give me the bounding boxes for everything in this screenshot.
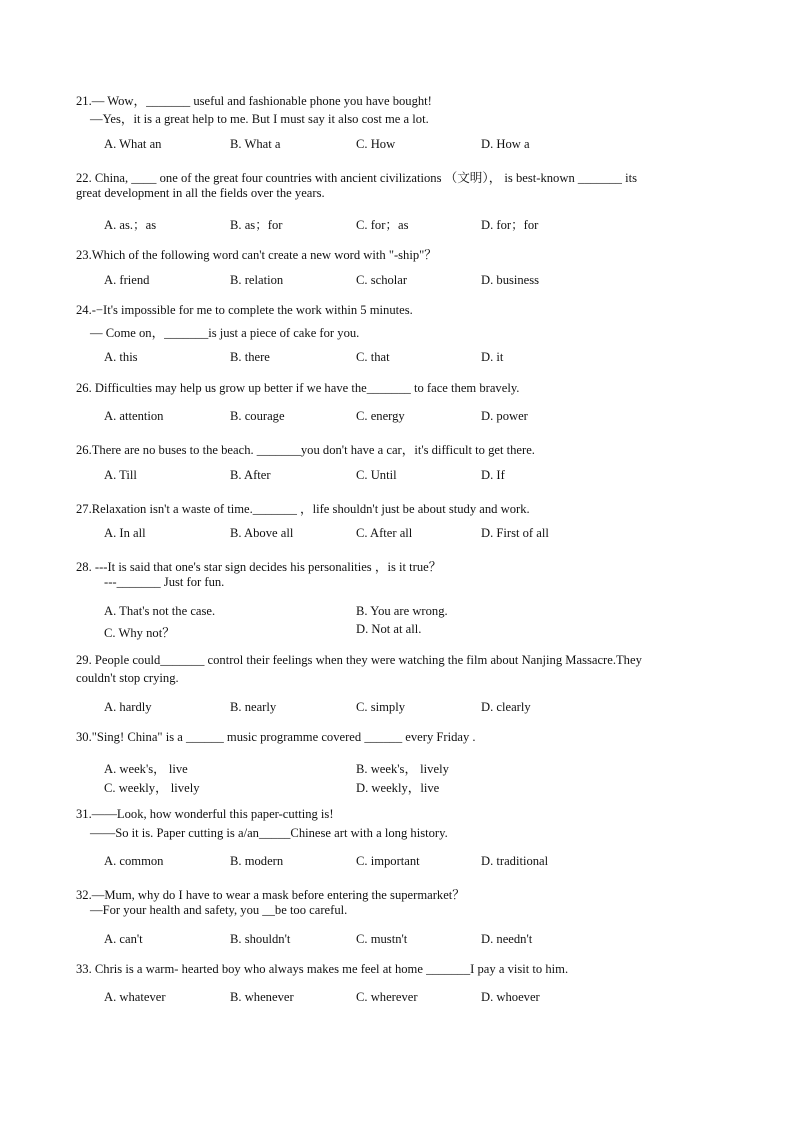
option-a: A. hardly [104, 700, 152, 714]
option-c: C. energy [356, 409, 405, 423]
option-c: C. that [356, 350, 390, 364]
option-d: D. it [481, 350, 504, 364]
question-stem: — Come on，_______is just a piece of cake for you. [90, 326, 360, 340]
option-b: B. After [230, 468, 271, 482]
question-stem: 29. People could_______ control their feelings when they were watching the film about Nanjing Massacre.They [76, 653, 642, 667]
option-a: A. can't [104, 932, 143, 946]
option-d: D. for；for [481, 218, 539, 232]
option-c: C. weekly， lively [104, 781, 200, 795]
question-stem: great development in all the fields over the years. [76, 186, 325, 200]
option-b: B. as；for [230, 218, 283, 232]
option-a: A. That's not the case. [104, 604, 216, 618]
option-b: B. You are wrong. [356, 604, 448, 618]
option-c: C. scholar [356, 273, 408, 287]
option-c: C. After all [356, 526, 413, 540]
question-stem: 22. China, ____ one of the great four countries with ancient civilizations （文明）， is best-known _______ its [76, 171, 638, 185]
question-stem: —Yes，it is a great help to me. But I must say it also cost me a lot. [90, 112, 429, 126]
question-stem: —For your health and safety, you __be too careful. [90, 903, 348, 917]
question-stem: 24.-−It's impossible for me to complete the work within 5 minutes. [76, 303, 413, 317]
option-a: A. In all [104, 526, 146, 540]
option-c: C. for；as [356, 218, 409, 232]
option-b: B. nearly [230, 700, 277, 714]
question-stem: 23.Which of the following word can't create a new word with "-ship"？ [76, 248, 437, 262]
question-stem: 33. Chris is a warm- hearted boy who always makes me feel at home _______I pay a visit to him. [76, 962, 569, 976]
option-d: D. First of all [481, 526, 549, 540]
option-c: C. simply [356, 700, 405, 714]
option-a: A. common [104, 854, 164, 868]
option-b: B. Above all [230, 526, 294, 540]
option-a: A. as.；as [104, 218, 157, 232]
question-stem: ---_______ Just for fun. [104, 575, 225, 589]
question-stem: 21.— Wow，_______ useful and fashionable phone you have bought! [76, 94, 432, 108]
option-c: C. Why not？ [104, 626, 175, 640]
option-b: B. shouldn't [230, 932, 291, 946]
option-c: C. mustn't [356, 932, 408, 946]
option-d: D. How a [481, 137, 530, 151]
option-b: B. relation [230, 273, 284, 287]
question-stem: 26. Difficulties may help us grow up better if we have the_______ to face them bravely. [76, 381, 520, 395]
option-a: A. What an [104, 137, 162, 151]
option-b: B. What a [230, 137, 281, 151]
question-stem: 31.——Look, how wonderful this paper-cutting is! [76, 807, 334, 821]
option-b: B. whenever [230, 990, 294, 1004]
option-d: D. Not at all. [356, 622, 422, 636]
option-a: A. week's， live [104, 762, 188, 776]
option-b: B. week's， lively [356, 762, 449, 776]
option-d: D. needn't [481, 932, 533, 946]
option-d: D. whoever [481, 990, 540, 1004]
option-d: D. If [481, 468, 505, 482]
question-stem: couldn't stop crying. [76, 671, 179, 685]
option-d: D. business [481, 273, 540, 287]
option-d: D. power [481, 409, 528, 423]
question-stem: 30."Sing! China" is a ______ music programme covered ______ every Friday . [76, 730, 476, 744]
option-c: C. How [356, 137, 396, 151]
option-d: D. weekly，live [356, 781, 440, 795]
option-c: C. wherever [356, 990, 418, 1004]
option-d: D. traditional [481, 854, 549, 868]
question-stem: 26.There are no buses to the beach. _______you don't have a car，it's difficult to get there. [76, 443, 535, 457]
question-stem: ——So it is. Paper cutting is a/an_____Chinese art with a long history. [90, 826, 448, 840]
option-c: C. Until [356, 468, 397, 482]
question-stem: 32.—Mum, why do I have to wear a mask before entering the supermarket？ [76, 888, 465, 902]
option-a: A. Till [104, 468, 137, 482]
option-b: B. courage [230, 409, 285, 423]
question-stem: 28. ---It is said that one's star sign decides his personalities ，is it true？ [76, 560, 442, 574]
option-b: B. there [230, 350, 270, 364]
option-a: A. whatever [104, 990, 166, 1004]
option-a: A. attention [104, 409, 164, 423]
option-c: C. important [356, 854, 420, 868]
option-b: B. modern [230, 854, 284, 868]
option-a: A. friend [104, 273, 150, 287]
option-d: D. clearly [481, 700, 531, 714]
option-a: A. this [104, 350, 138, 364]
question-stem: 27.Relaxation isn't a waste of time._______ ，life shouldn't just be about study and work. [76, 502, 530, 516]
